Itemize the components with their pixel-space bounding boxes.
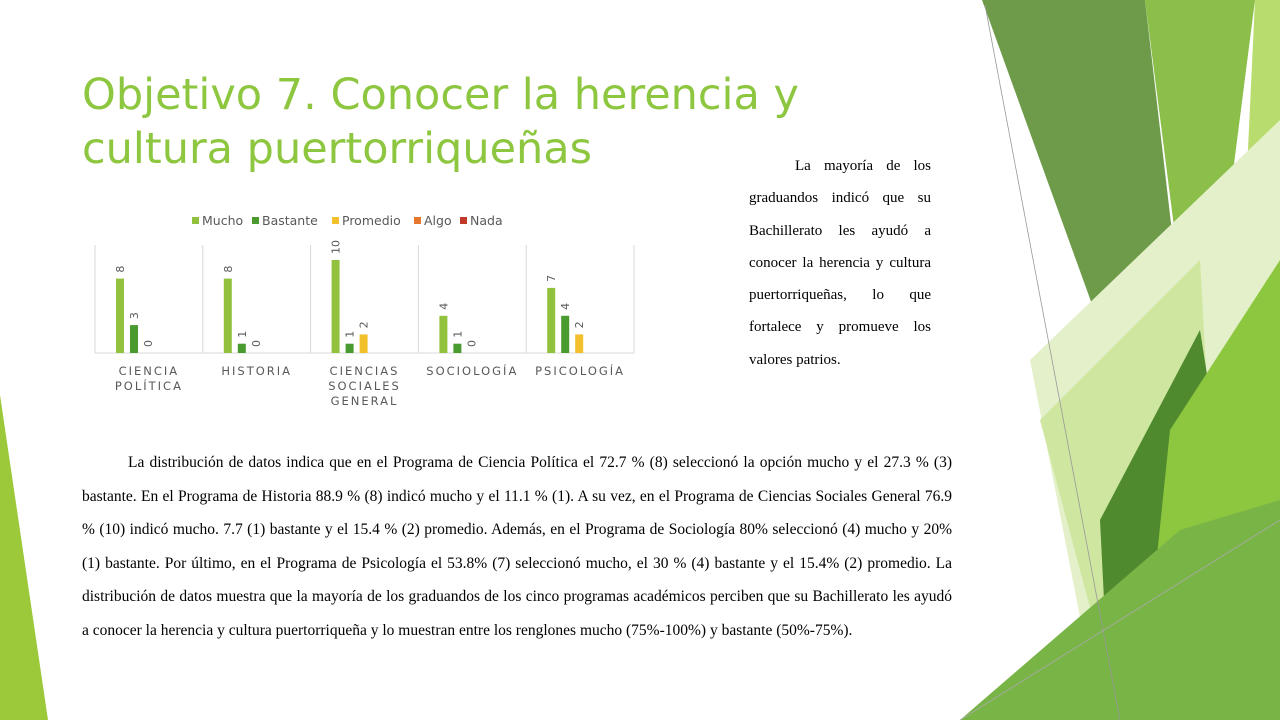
bar-mucho bbox=[547, 288, 555, 353]
data-label-promedio: 0 bbox=[142, 340, 155, 347]
bar-bastante bbox=[453, 344, 461, 353]
bar-mucho bbox=[224, 279, 232, 353]
body-paragraph: La distribución de datos indica que en el Programa de Ciencia Política el 72.7 % (8) seleccionó la opción mucho y el 27.3 % (3) bastante. En el Programa de Historia 88.9 % (8) indicó mucho y el 11.1 % (1). A su vez, en el Programa de Ciencias Sociales General 76.9 % (10) indicó mucho. 7.7 (1) bastante y el 15.4 % (2) promedio. Además, en el Programa de Sociología 80% seleccionó (4) mucho y 20% (1) bastante. Por último, en el Programa de Psicología el 53.8% (7) seleccionó mucho, el 30 % (4) bastante y el 15.4% (2) promedio. La distribución de datos muestra que la mayoría de los graduandos de los cinco programas académicos perciben que su Bachillerato les ayudó a conocer la herencia y cultura puertorriqueña y lo muestran entre los renglones mucho (75%-100%) y bastante (50%-75%). bbox=[82, 454, 952, 639]
bar-bastante bbox=[561, 316, 569, 353]
legend-label-promedio: Promedio bbox=[342, 213, 401, 228]
data-label-bastante: 1 bbox=[343, 330, 357, 338]
data-label-promedio: 2 bbox=[573, 321, 587, 329]
bar-bastante bbox=[346, 344, 354, 353]
legend-swatch-nada bbox=[460, 217, 467, 224]
data-label-mucho: 8 bbox=[114, 265, 127, 273]
category-label: HISTORIA bbox=[221, 364, 293, 378]
category-label: GENERAL bbox=[330, 394, 399, 408]
slide-title-line-2: cultura puertorriqueñas bbox=[82, 124, 593, 174]
legend-label-algo: Algo bbox=[424, 213, 452, 228]
bar-mucho bbox=[439, 316, 447, 353]
data-label-mucho: 4 bbox=[437, 302, 451, 310]
bar-bastante bbox=[238, 344, 246, 353]
data-label-bastante: 3 bbox=[128, 312, 141, 320]
bar-mucho bbox=[332, 260, 340, 353]
data-label-promedio: 0 bbox=[249, 340, 263, 347]
category-label: PSICOLOGÍA bbox=[535, 364, 626, 378]
legend-swatch-mucho bbox=[192, 217, 199, 224]
category-label: CIENCIA bbox=[118, 364, 180, 378]
side-paragraph: La mayoría de los graduandos indicó que su Bachillerato les ayudó a conocer la herencia y cultura puertorriqueñas, lo que fortalece y promueve los valores patrios. bbox=[749, 158, 931, 368]
data-label-mucho: 8 bbox=[221, 265, 235, 273]
bar-promedio bbox=[575, 334, 583, 353]
left-green-strip-light bbox=[0, 395, 48, 720]
bar-mucho bbox=[116, 279, 124, 353]
legend-swatch-promedio bbox=[332, 217, 339, 224]
slide-title-line-1: Objetivo 7. Conocer la herencia y bbox=[82, 70, 799, 120]
data-label-promedio: 2 bbox=[357, 321, 371, 329]
bar-promedio bbox=[360, 334, 368, 353]
legend-label-mucho: Mucho bbox=[202, 213, 244, 228]
legend-label-bastante: Bastante bbox=[262, 213, 318, 228]
data-label-mucho: 10 bbox=[329, 240, 343, 254]
data-label-bastante: 1 bbox=[451, 330, 465, 338]
category-label: POLÍTICA bbox=[114, 379, 183, 393]
category-label: CIENCIAS bbox=[329, 364, 400, 378]
bar-bastante bbox=[130, 325, 138, 353]
data-label-bastante: 1 bbox=[235, 330, 249, 338]
category-label: SOCIALES bbox=[328, 379, 401, 393]
legend-swatch-algo bbox=[414, 217, 421, 224]
legend-label-nada: Nada bbox=[470, 213, 503, 228]
data-label-promedio: 0 bbox=[465, 340, 479, 347]
category-label: SOCIOLOGÍA bbox=[426, 364, 519, 378]
legend-swatch-bastante bbox=[252, 217, 259, 224]
data-label-bastante: 4 bbox=[559, 302, 573, 310]
bar-chart bbox=[82, 205, 642, 430]
data-label-mucho: 7 bbox=[545, 274, 559, 282]
